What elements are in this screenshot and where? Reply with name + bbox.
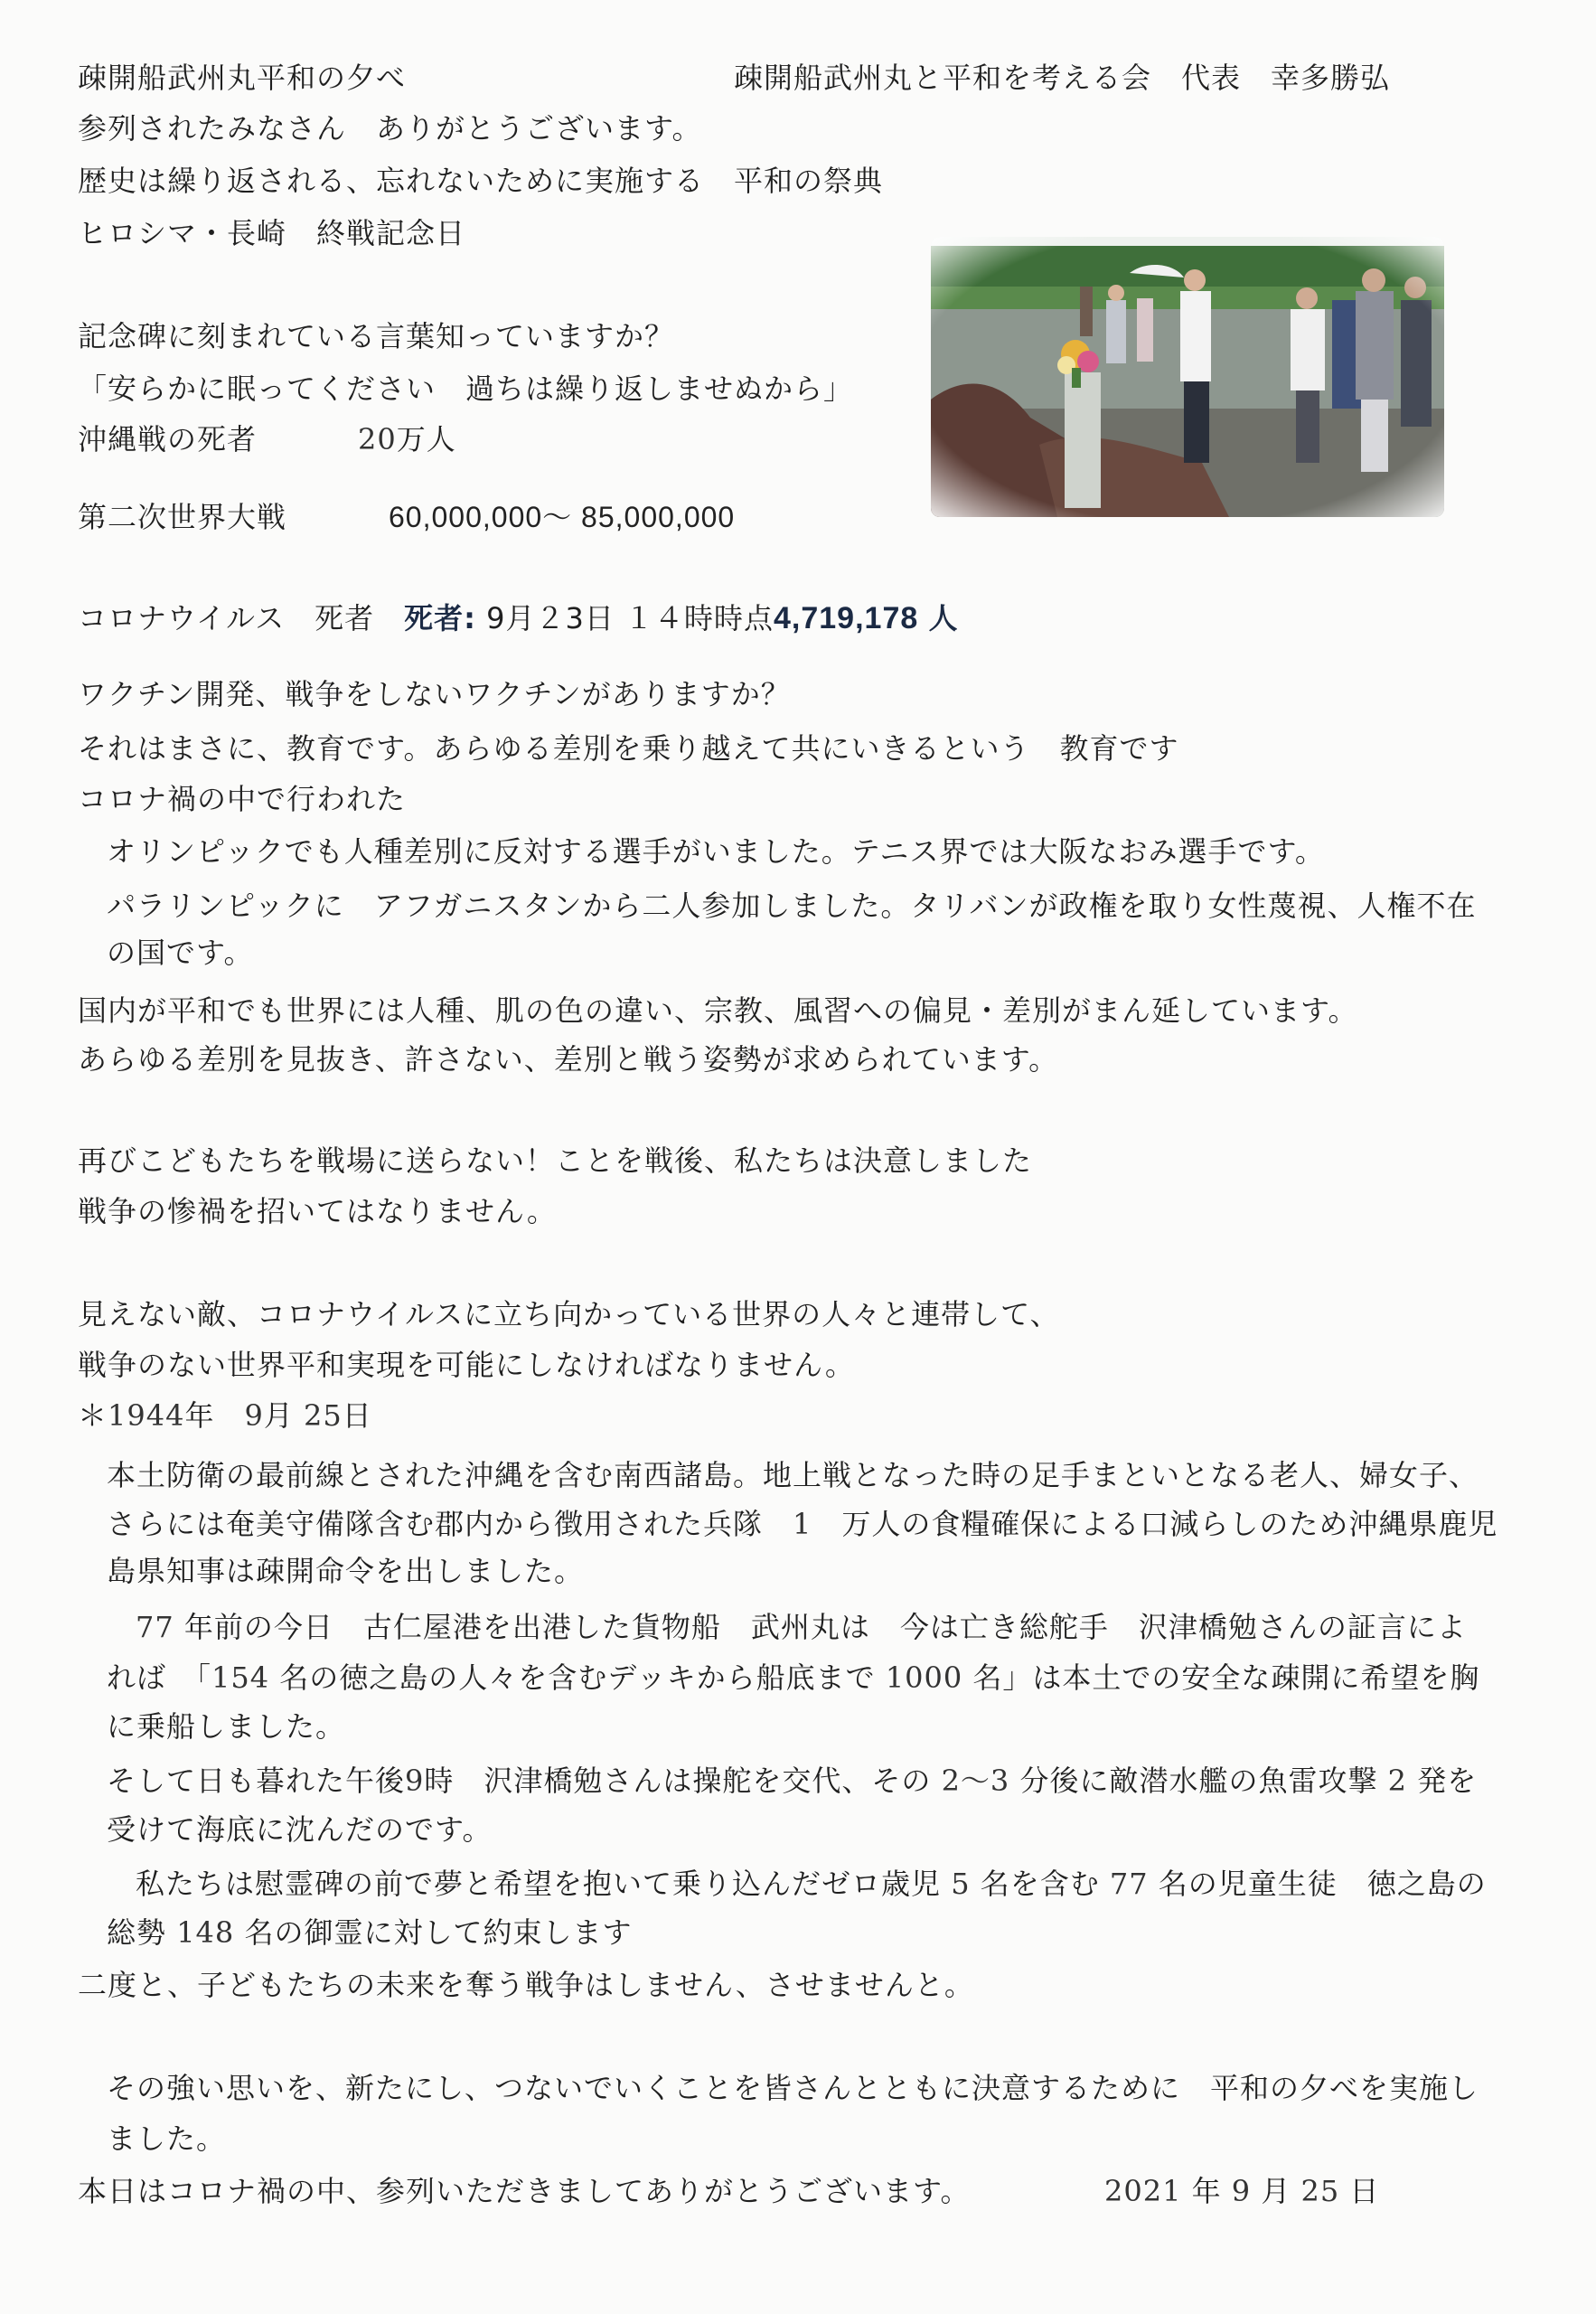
ww2-label: 第二次世界大戦 [78,500,287,534]
history-line: 歴史は繰り返される、忘れないために実施する 平和の祭典 [78,164,884,198]
closing-line-2: ました。 [107,2121,227,2156]
closing-date: 2021 年 9 月 25 日 [1104,2174,1380,2208]
okinawa-label: 沖縄戦の死者 [78,422,258,456]
history-p1-line2: さらには奄美守備隊含む郡内から徴用された兵隊 1 万人の食糧確保による口減らしのため沖縄県鹿児 [107,1507,1498,1541]
history-p1-line1: 本土防衛の最前線とされた沖縄を含む南西諸島。地上戦となった時の足手まといとなる老人、婦女子、 [107,1458,1479,1492]
history-date: ＊1944年 9月 25日 [78,1398,372,1433]
history-p2-line2: れば 「154 名の徳之島の人々を含むデッキから船底まで 1000 名」は本土での安全な疎開に希望を胸 [107,1660,1480,1695]
body-line-11: 見えない敵、コロナウイルスに立ち向かっている世界の人々と連帯して、 [78,1297,1060,1331]
body-line-5: パラリンピックに アフガニスタンから二人参加しました。タリバンが政権を取り女性蔑視、人権不在 [107,889,1477,923]
body-line-9: 再びこどもたちを戦場に送らない！ことを戦後、私たちは決意しました [78,1143,1033,1178]
ww2-value: 60,000,000～ 85,000,000 [389,501,736,533]
closing-line-3: 本日はコロナ禍の中、参列いただきましてありがとうございます。 [78,2174,971,2208]
history-p4-line2: 総勢 148 名の御霊に対して約束します [107,1915,633,1950]
body-line-1: ワクチン開発、戦争をしないワクチンがありますか？ [78,677,791,711]
body-line-2: それはまさに、教育です。あらゆる差別を乗り越えて共にいきるという 教育です [78,731,1179,766]
history-p2-line3: に乗船しました。 [107,1709,346,1744]
history-p3-line2: 受けて海底に沈んだのです。 [107,1812,493,1847]
closing-line-1: その強い思いを、新たにし、つないでいくことを皆さんとともに決意するために 平和の夕べを実施し [107,2071,1479,2105]
okinawa-value: 20万人 [358,422,456,456]
history-p5: 二度と、子どもたちの未来を奪う戦争はしません、させませんと。 [78,1968,974,2002]
thanks-line: 参列されたみなさん ありがとうございます。 [78,111,702,146]
body-line-8: あらゆる差別を見抜き、許さない、差別と戦う姿勢が求められています。 [78,1042,1059,1077]
body-line-3: コロナ禍の中で行われた [78,782,407,816]
body-line-12: 戦争のない世界平和実現を可能にしなければなりません。 [78,1348,855,1382]
history-p4-line1: 私たちは慰霊碑の前で夢と希望を抱いて乗り込んだゼロ歳児 5 名を含む 77 名の児童生徒 徳之島の [136,1867,1487,1901]
body-line-7: 国内が平和でも世界には人種、肌の色の違い、宗教、風習への偏見・差別がまん延しています。 [78,993,1358,1028]
organizer-line: 疎開船武州丸と平和を考える会 代表 幸多勝弘 [734,61,1391,95]
history-p3-line1: そして日も暮れた午後9時 沢津橋勉さんは操舵を交代、その 2～3 分後に敵潜水艦の魚雷攻撃 2 発を [107,1764,1478,1798]
body-line-6: の国です。 [107,936,254,970]
monument-question: 記念碑に刻まれている言葉知っていますか？ [78,319,675,353]
corona-line: コロナウイルス 死者 死者: 9月２3日 １４時時点4,719,178 人 [78,601,959,635]
memorial-photo [931,237,1444,517]
dates-line: ヒロシマ・長崎 終戦記念日 [78,216,466,250]
history-p2-line1: 77 年前の今日 古仁屋港を出港した貨物船 武州丸は 今は亡き総舵手 沢津橋勉さんの証言によ [136,1610,1467,1644]
history-p1-line3: 島県知事は疎開命令を出しました。 [107,1554,585,1588]
monument-quote: 「安らかに眠ってください 過ちは繰り返しませぬから」 [78,372,854,406]
body-line-10: 戦争の惨禍を招いてはなりません。 [78,1194,557,1228]
event-title: 疎開船武州丸平和の夕べ [78,61,407,95]
body-line-4: オリンピックでも人種差別に反対する選手がいました。テニス界では大阪なおみ選手です。 [107,834,1325,869]
